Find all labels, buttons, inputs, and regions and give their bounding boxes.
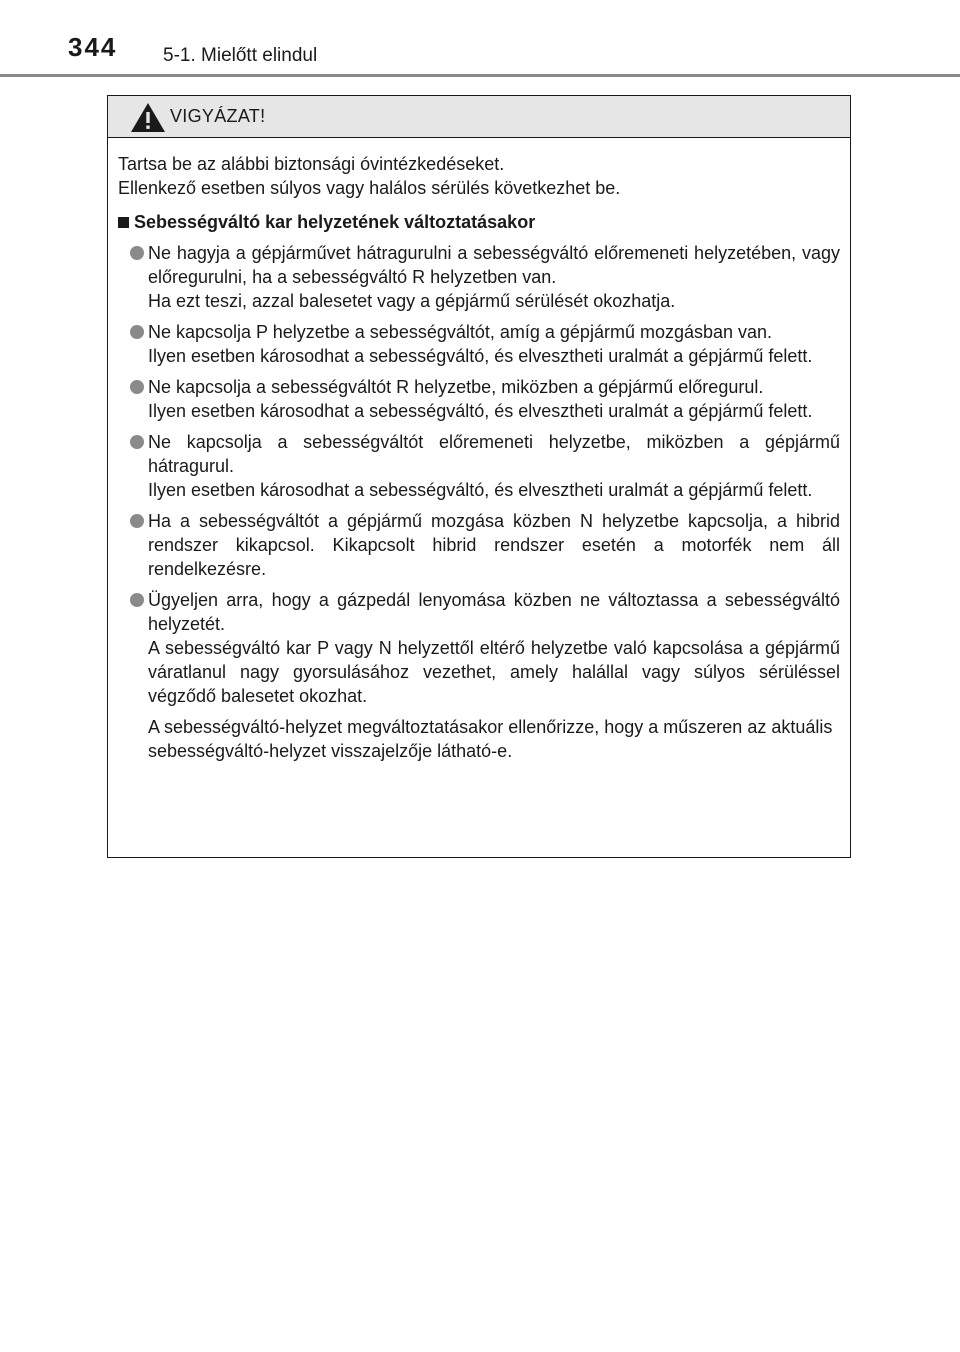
list-item-text: Ne kapcsolja a sebességváltót R helyzetbe, miközben a gépjármű előregurul. bbox=[148, 377, 764, 397]
list-item-note: Ilyen esetben károsodhat a sebességváltó, és elvesztheti uralmát a gépjármű felett. bbox=[148, 346, 813, 366]
list-item-note: Ilyen esetben károsodhat a sebességváltó, és elvesztheti uralmát a gépjármű felett. bbox=[148, 480, 813, 500]
circle-bullet-icon bbox=[130, 325, 144, 339]
caution-title: VIGYÁZAT! bbox=[170, 106, 266, 126]
topic-heading bbox=[118, 210, 840, 234]
list-item-text: Ha a sebességváltót a gépjármű mozgása közben N helyzetbe kapcsolja, a hibrid rendszer kikapcsol. Kikapcsolt hibrid rendszer esetén a motorfék nem áll rendelkezésre. bbox=[148, 511, 840, 579]
list-item-note: Ilyen esetben károsodhat a sebességváltó, és elvesztheti uralmát a gépjármű felett. bbox=[148, 401, 813, 421]
warning-triangle-icon bbox=[130, 102, 166, 133]
closing-note-text: A sebességváltó-helyzet megváltoztatásakor ellenőrizze, hogy a műszeren az aktuális sebességváltó-helyzet visszajelzője látható-e. bbox=[148, 717, 833, 761]
header-divider bbox=[0, 74, 960, 77]
page-header bbox=[0, 0, 960, 80]
caution-body bbox=[108, 138, 850, 763]
list-item-note: A sebességváltó kar P vagy N helyzettől eltérő helyzetbe való kapcsolása a gépjármű váratlanul nagy gyorsulásához vezethet, amely halállal vagy súlyos sérüléssel végződő balesetet okozhat. bbox=[148, 638, 840, 706]
list-item bbox=[118, 320, 840, 368]
closing-note bbox=[118, 715, 840, 763]
circle-bullet-icon bbox=[130, 593, 144, 607]
caution-header bbox=[108, 96, 850, 138]
list-item bbox=[118, 430, 840, 502]
square-bullet-icon bbox=[118, 217, 129, 228]
list-item bbox=[118, 375, 840, 423]
list-item bbox=[118, 509, 840, 581]
list-item bbox=[118, 241, 840, 313]
list-item bbox=[118, 588, 840, 708]
intro-line: Tartsa be az alábbi biztonsági óvintézkedéseket. bbox=[118, 154, 505, 174]
circle-bullet-icon bbox=[130, 435, 144, 449]
list-item-note: Ha ezt teszi, azzal balesetet vagy a gépjármű sérülését okozhatja. bbox=[148, 291, 676, 311]
topic-heading-text: Sebességváltó kar helyzetének változtatásakor bbox=[134, 212, 536, 232]
circle-bullet-icon bbox=[130, 246, 144, 260]
section-title: 5-1. Mielőtt elindul bbox=[163, 45, 318, 66]
list-item-text: Ne kapcsolja a sebességváltót előremeneti helyzetbe, miközben a gépjármű hátragurul. bbox=[148, 432, 840, 476]
intro-line: Ellenkező esetben súlyos vagy halálos sérülés következhet be. bbox=[118, 178, 621, 198]
circle-bullet-icon bbox=[130, 380, 144, 394]
list-item-text: Ügyeljen arra, hogy a gázpedál lenyomása közben ne változtassa a sebességváltó helyzetét. bbox=[148, 590, 840, 634]
page-number: 344 bbox=[68, 32, 118, 62]
list-item-text: Ne kapcsolja P helyzetbe a sebességváltót, amíg a gépjármű mozgásban van. bbox=[148, 322, 773, 342]
caution-box bbox=[107, 95, 851, 858]
circle-bullet-icon bbox=[130, 514, 144, 528]
list-item-text: Ne hagyja a gépjárművet hátragurulni a sebességváltó előremeneti helyzetében, vagy előregurulni, ha a sebességváltó R helyzetben van. bbox=[148, 243, 840, 287]
